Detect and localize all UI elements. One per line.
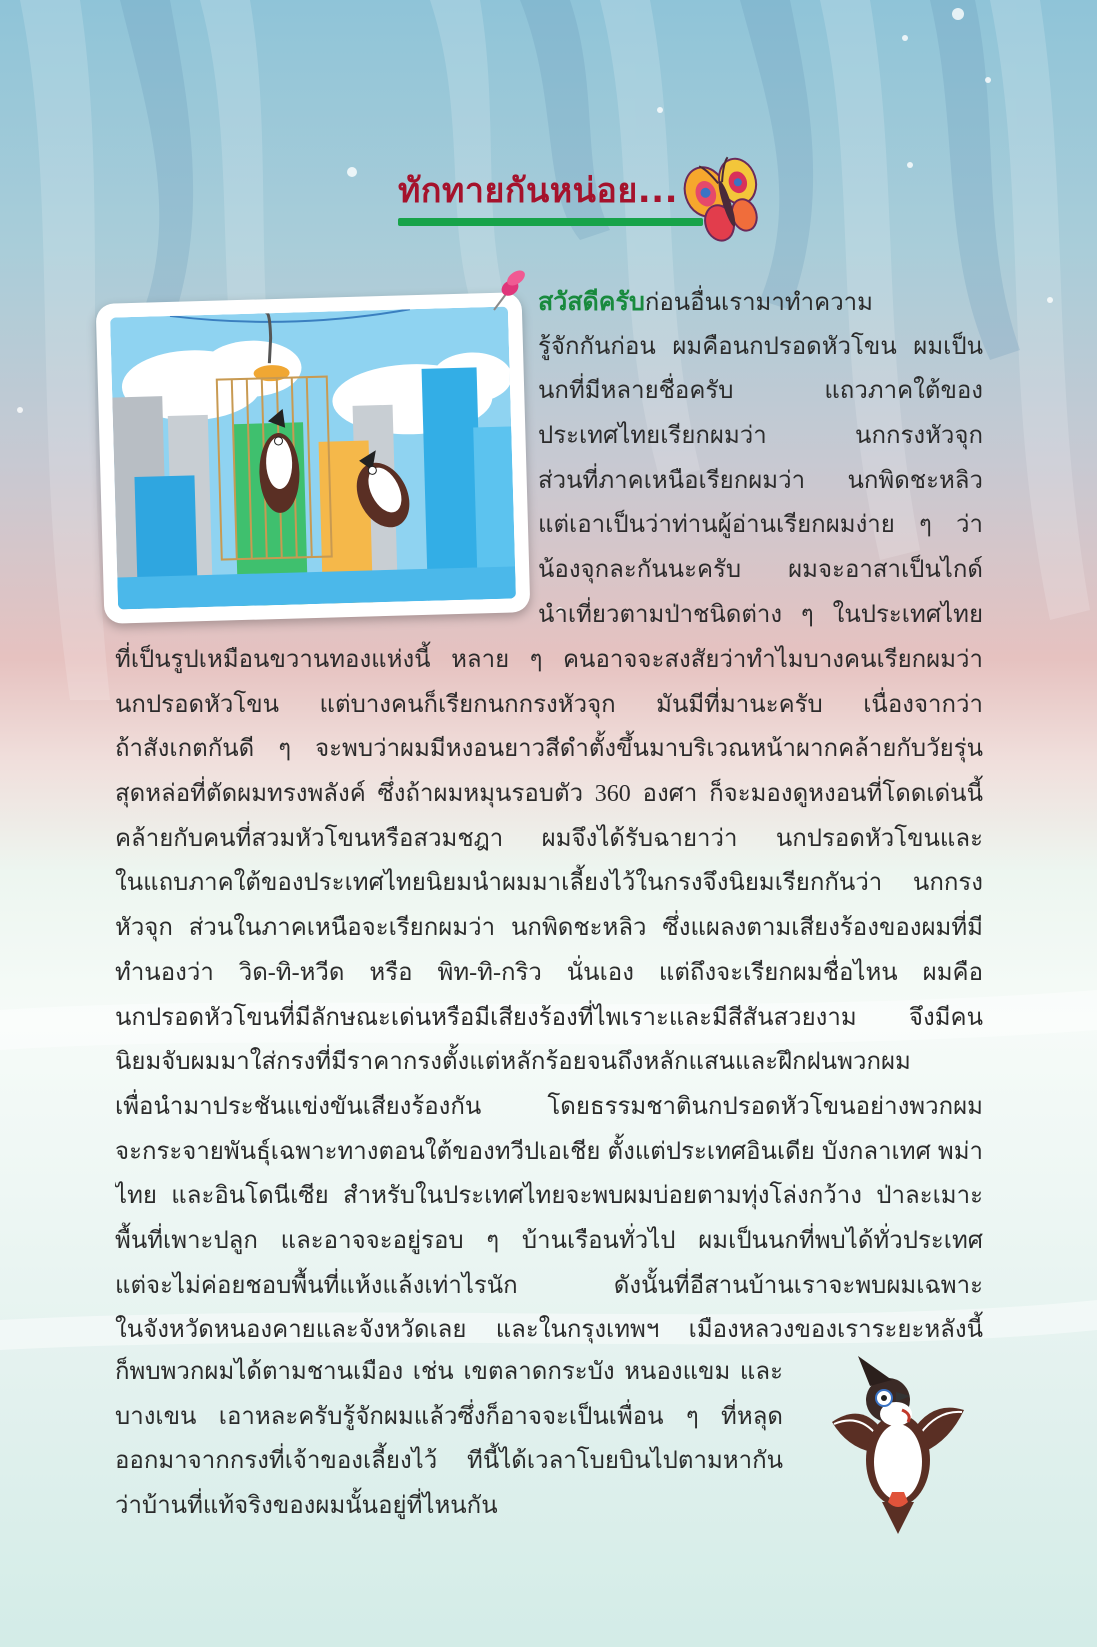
text-line: แต่เอาเป็นว่าท่านผู้อ่านเรียกผมง่าย ๆ ว่า — [538, 512, 983, 539]
text-line: แต่จะไม่ค่อยชอบพื้นที่แห้งแล้งเท่าไรนัก ดังนั้นที่อีสานบ้านเราจะพบผมเฉพาะ — [115, 1272, 983, 1299]
city-cage-illustration — [110, 307, 516, 610]
text-line: ประเทศไทยเรียกผมว่า นกกรงหัวจุก — [538, 423, 983, 450]
text-line: ถ้าสังเกตกันดี ๆ จะพบว่าผมมีหงอนยาวสีดำตั้งขึ้นมาบริเวณหน้าผากคล้ายกับวัยรุ่น — [115, 736, 983, 763]
text-line: นกที่มีหลายชื่อครับ แถวภาคใต้ของ — [538, 378, 983, 405]
text-line: นกปรอดหัวโขน แต่บางคนก็เรียกนกกรงหัวจุก มันมีที่มานะครับ เนื่องจากว่า — [115, 691, 983, 718]
bird-cage-picture — [96, 292, 531, 624]
butterfly-icon — [676, 154, 776, 254]
text-line: สวัสดีครับก่อนอื่นเรามาทำความ — [538, 287, 873, 316]
text-line: ไทย และอินโดนีเซีย สำหรับในประเทศไทยจะพบผมบ่อยตามทุ่งโล่งกว้าง ป่าละเมาะ — [115, 1183, 983, 1210]
text-line: นิยมจับผมมาใส่กรงที่มีราคากรงตั้งแต่หลักร้อยจนถึงหลักแสนและฝึกฝนพวกผม — [115, 1049, 911, 1076]
text-line: ก็พบพวกผมได้ตามชานเมือง เช่น เขตลาดกระบัง หนองแขม และ — [115, 1359, 783, 1385]
intro-paragraph — [538, 280, 983, 638]
text-line: ที่เป็นรูปเหมือนขวานทองแห่งนี้ หลาย ๆ คนอาจจะสงสัยว่าทำไมบางคนเรียกผมว่า — [115, 647, 983, 673]
text-line: ส่วนที่ภาคเหนือเรียกผมว่า นกพิดชะหลิว — [538, 467, 983, 494]
text-line: ออกมาจากกรงที่เจ้าของเลี้ยงไว้ ทีนี้ได้เวลาโบยบินไปตามหากัน — [115, 1448, 783, 1475]
greeting: สวัสดีครับ — [538, 287, 645, 316]
bird-illustration — [812, 1352, 984, 1538]
text-line: ในแถบภาคใต้ของประเทศไทยนิยมนำผมมาเลี้ยงไว้ในกรงจึงนิยมเรียกกันว่า นกกรง — [115, 870, 983, 897]
text-line: นำเที่ยวตามป่าชนิดต่าง ๆ ในประเทศไทย — [538, 601, 983, 628]
text-line: บางเขน เอาหละครับรู้จักผมแล้วซึ่งก็อาจจะเป็นเพื่อน ๆ ที่หลุด — [115, 1403, 783, 1430]
text-line: คล้ายกับคนที่สวมหัวโขนหรือสวมชฎา ผมจึงได้รับฉายาว่า นกปรอดหัวโขนและ — [115, 825, 983, 852]
text-line: ทำนองว่า วิด-ทิ-หวีด หรือ พิท-ทิ-กริว นั่นเอง แต่ถึงจะเรียกผมชื่อไหน ผมคือ — [115, 959, 983, 986]
text-line: ว่าบ้านที่แท้จริงของผมนั้นอยู่ที่ไหนกัน — [115, 1493, 498, 1520]
text-line: นกปรอดหัวโขนที่มีลักษณะเด่นหรือมีเสียงร้องที่ไพเราะและมีสีสันสวยงาม จึงมีคน — [115, 1004, 983, 1031]
text-line: รู้จักกันก่อน ผมคือนกปรอดหัวโขน ผมเป็น — [538, 333, 983, 360]
body-paragraph — [115, 638, 983, 1353]
page-title: ทักทายกันหน่อย... — [398, 171, 678, 211]
text-line: สุดหล่อที่ตัดผมทรงพลังค์ ซึ่งถ้าผมหมุนรอบตัว 360 องศา ก็จะมองดูหงอนที่โดดเด่นนี้ — [115, 781, 983, 808]
text-line: ในจังหวัดหนองคายและจังหวัดเลย และในกรุงเทพฯ เมืองหลวงของเราระยะหลังนี้ — [115, 1317, 983, 1344]
text-line: พื้นที่เพาะปลูก และอาจจะอยู่รอบ ๆ บ้านเรือนทั่วไป ผมเป็นนกที่พบได้ทั่วประเทศ — [115, 1227, 983, 1254]
text-line: หัวจุก ส่วนในภาคเหนือจะเรียกผมว่า นกพิดชะหลิว ซึ่งแผลงตามเสียงร้องของผมที่มี — [115, 915, 983, 942]
text-line: น้องจุกละกันนะครับ ผมจะอาสาเป็นไกด์ — [538, 557, 983, 584]
title-underline — [398, 218, 703, 226]
text-line: เพื่อนำมาประชันแข่งขันเสียงร้องกัน โดยธรรมชาตินกปรอดหัวโขนอย่างพวกผม — [115, 1093, 983, 1120]
closing-paragraph — [115, 1350, 783, 1529]
pushpin-icon — [486, 266, 526, 318]
text-line: จะกระจายพันธุ์เฉพาะทางตอนใต้ของทวีปเอเชีย ตั้งแต่ประเทศอินเดีย บังกลาเทศ พม่า — [115, 1138, 983, 1165]
